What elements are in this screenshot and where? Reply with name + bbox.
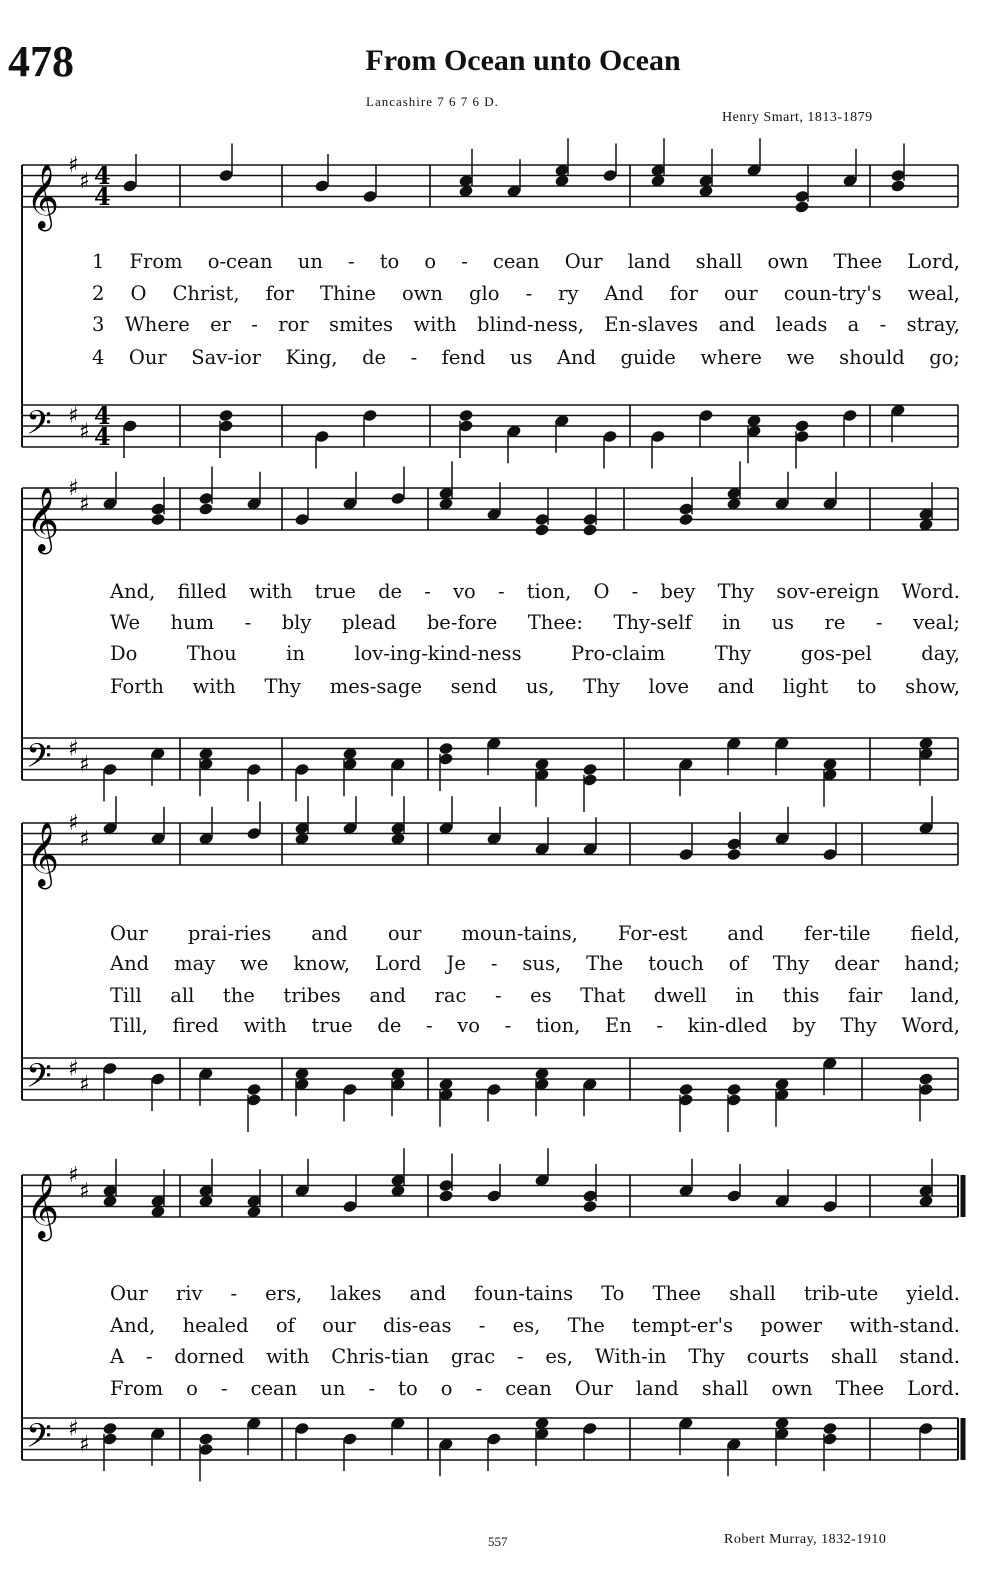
lyric-syllable: - xyxy=(410,346,418,369)
sharp-icon: ♯ xyxy=(68,1056,79,1082)
lyric-syllable: Thee xyxy=(652,1282,702,1305)
lyric-syllable: Thy xyxy=(717,580,755,603)
lyric-syllable: Till, xyxy=(110,1014,148,1037)
lyric-syllable: O xyxy=(130,282,147,305)
lyric-syllable: land xyxy=(627,250,671,273)
lyric-syllable: foun-tains xyxy=(474,1282,574,1305)
lyric-syllable: And, xyxy=(110,580,156,603)
lyric-syllable: The xyxy=(567,1314,605,1337)
lyric-syllable: un xyxy=(320,1377,346,1400)
lyric-syllable: us xyxy=(771,611,795,634)
lyric-syllable: and xyxy=(409,1282,447,1305)
lyric-syllable: dorned xyxy=(174,1345,245,1368)
lyric-syllable: - xyxy=(656,1014,663,1037)
lyric-syllable: Lord. xyxy=(907,1377,960,1400)
lyric-syllable: - xyxy=(244,611,252,634)
lyric-syllable: We xyxy=(110,611,140,634)
lyric-line xyxy=(0,346,1006,376)
note-head xyxy=(822,1422,838,1436)
lyric-syllable: and xyxy=(727,922,765,945)
lyric-syllable: and xyxy=(718,313,756,336)
lyric-syllable: de xyxy=(378,580,403,603)
lyric-syllable: Thy xyxy=(264,675,302,698)
lyric-syllable: with xyxy=(413,313,457,336)
treble-clef-icon: 𝄞 xyxy=(26,164,60,229)
lyric-syllable: own xyxy=(767,250,809,273)
lyric-syllable: Our xyxy=(110,1282,148,1305)
lyric-syllable: in xyxy=(735,984,755,1007)
lyric-syllable: day, xyxy=(921,642,960,665)
lyric-syllable: gos-pel xyxy=(800,642,872,665)
lyric-syllable: and xyxy=(717,675,755,698)
lyric-syllable: - xyxy=(879,313,887,336)
lyric-syllable: Thy xyxy=(772,952,810,975)
lyric-syllable: - xyxy=(504,1014,512,1037)
lyric-syllable: may xyxy=(174,952,216,975)
lyric-syllable: - xyxy=(251,313,258,336)
lyric-syllable: filled xyxy=(177,580,227,603)
lyric-syllable: er xyxy=(210,313,231,336)
lyric-syllable: And xyxy=(604,282,644,305)
note-head xyxy=(534,523,550,537)
lyric-syllable: leads xyxy=(775,313,828,336)
lyric-syllable: in xyxy=(722,611,741,634)
lyric-syllable: glo xyxy=(468,282,500,305)
lyric-syllable: Thy-self xyxy=(613,611,692,634)
sharp-icon: ♯ xyxy=(68,1163,79,1188)
lyric-line xyxy=(0,952,1006,982)
hymn-title: From Ocean unto Ocean xyxy=(365,44,681,77)
lyric-syllable: o-cean xyxy=(207,250,273,273)
lyric-syllable: Our xyxy=(128,346,167,369)
lyric-syllable: shall xyxy=(701,1377,749,1400)
note-head xyxy=(918,1072,934,1086)
lyric-syllable: Sav-ior xyxy=(191,346,262,369)
verse-number: 3 xyxy=(92,313,105,336)
sharp-icon: ♯ xyxy=(68,153,79,178)
note-head xyxy=(218,409,234,423)
lyric-syllable: ers, xyxy=(265,1282,303,1305)
verse-number: 1 xyxy=(92,250,105,273)
lyric-syllable: - xyxy=(494,984,502,1007)
lyric-syllable: - xyxy=(478,1314,486,1337)
lyric-syllable: Thee: xyxy=(527,611,583,634)
lyric-syllable: Our xyxy=(110,922,148,945)
time-signature-digit: 4 xyxy=(94,400,111,430)
lyric-syllable: Word, xyxy=(901,1014,960,1037)
lyric-syllable: our xyxy=(322,1314,356,1337)
lyric-syllable: rac xyxy=(434,984,467,1007)
tune-name: Lancashire 7 6 7 6 D. xyxy=(366,94,499,109)
note-head xyxy=(198,502,214,516)
lyric-syllable: true xyxy=(314,580,356,603)
note-head xyxy=(198,1432,214,1446)
lyric-syllable: Chris-tian xyxy=(331,1345,430,1368)
lyric-syllable: to xyxy=(856,675,877,698)
time-signature-digit: 4 xyxy=(94,181,111,211)
time-signature-digit: 4 xyxy=(94,421,111,451)
sharp-icon: ♯ xyxy=(68,403,79,429)
treble-clef-icon: 𝄞 xyxy=(26,822,60,887)
lyric-syllable: From xyxy=(129,250,183,273)
lyric-syllable: in xyxy=(286,642,305,665)
lyric-syllable: a xyxy=(847,313,860,336)
note-head xyxy=(726,848,742,862)
lyric-syllable: for xyxy=(669,282,698,305)
sharp-icon: ♯ xyxy=(68,736,79,762)
lyric-syllable: smites xyxy=(328,313,394,336)
note-head xyxy=(794,419,810,433)
lyric-syllable: with xyxy=(192,675,236,698)
note-head xyxy=(582,523,598,537)
lyric-syllable: send xyxy=(450,675,498,698)
lyric-syllable: for xyxy=(265,282,294,305)
verse-number: 4 xyxy=(92,346,105,369)
sharp-icon: ♯ xyxy=(68,1416,79,1442)
lyric-syllable: es, xyxy=(545,1345,574,1368)
lyric-syllable: Thee xyxy=(833,250,883,273)
lyric-syllable: o xyxy=(440,1377,453,1400)
lyric-line xyxy=(0,922,1006,952)
lyric-syllable: With-in xyxy=(594,1345,667,1368)
lyric-syllable: moun-tains, xyxy=(461,922,578,945)
lyric-syllable: - xyxy=(425,1014,433,1037)
lyric-syllable: tribes xyxy=(283,984,341,1007)
lyric-syllable: o xyxy=(424,250,437,273)
lyric-syllable: grac xyxy=(450,1345,496,1368)
lyric-syllable: Our xyxy=(564,250,603,273)
lyric-syllable: Thou xyxy=(186,642,237,665)
lyric-syllable: we xyxy=(786,346,815,369)
lyric-syllable: with xyxy=(243,1014,287,1037)
lyric-line xyxy=(0,580,1006,610)
note-head xyxy=(246,1083,262,1097)
lyric-syllable: - xyxy=(525,282,533,305)
lyric-syllable: love xyxy=(648,675,689,698)
lyric-line xyxy=(0,642,1006,672)
lyric-syllable: ror xyxy=(278,313,309,336)
lyric-syllable: know, xyxy=(293,952,351,975)
note-head xyxy=(726,1083,742,1097)
lyric-syllable: guide xyxy=(620,346,676,369)
lyric-syllable: own xyxy=(401,282,443,305)
lyric-syllable: cean xyxy=(492,250,540,273)
verse-number: 2 xyxy=(92,282,105,305)
lyric-line xyxy=(0,1345,1006,1375)
note-head xyxy=(678,1083,694,1097)
lyric-syllable: - xyxy=(490,952,498,975)
lyric-syllable: courts xyxy=(746,1345,810,1368)
lyric-syllable: stand. xyxy=(899,1345,960,1368)
lyric-syllable: That xyxy=(580,984,626,1007)
lyric-syllable: hand; xyxy=(904,952,960,975)
lyric-syllable: to xyxy=(379,250,400,273)
lyric-syllable: healed xyxy=(182,1314,249,1337)
lyric-syllable: Christ, xyxy=(172,282,240,305)
lyric-line xyxy=(0,313,1006,343)
lyric-line xyxy=(0,282,1006,312)
lyric-syllable: true xyxy=(311,1014,353,1037)
lyric-syllable: with xyxy=(249,580,293,603)
lyric-syllable: be-fore xyxy=(426,611,498,634)
lyric-syllable: blind-ness, xyxy=(477,313,584,336)
lyric-syllable: Lord xyxy=(375,952,422,975)
sharp-icon: ♯ xyxy=(79,826,90,852)
sharp-icon: ♯ xyxy=(79,168,90,194)
lyric-syllable: fend xyxy=(441,346,486,369)
lyric-syllable: sov-ereign xyxy=(776,580,880,603)
lyric-line xyxy=(0,675,1006,705)
note-head xyxy=(102,1422,118,1436)
lyric-syllable: Lord, xyxy=(907,250,960,273)
lyric-syllable: Thy xyxy=(583,675,620,698)
lyric-syllable: Forth xyxy=(110,675,164,698)
lyric-syllable: with xyxy=(266,1345,310,1368)
lyric-syllable: Je xyxy=(446,952,466,975)
lyric-syllable: Thee xyxy=(835,1377,885,1400)
lyric-syllable: For-est xyxy=(617,922,688,945)
lyric-syllable: trib-ute xyxy=(803,1282,879,1305)
lyric-syllable: lakes xyxy=(330,1282,382,1305)
lyric-syllable: Pro-claim xyxy=(571,642,666,665)
lyric-syllable: A xyxy=(110,1345,125,1368)
bass-clef-icon: 𝄢 xyxy=(26,1057,52,1104)
lyric-syllable: re xyxy=(824,611,846,634)
lyric-syllable: power xyxy=(760,1314,823,1337)
lyric-syllable: should xyxy=(839,346,905,369)
lyric-syllable: Do xyxy=(110,642,138,665)
lyric-syllable: Our xyxy=(574,1377,613,1400)
lyric-syllable: this xyxy=(782,984,820,1007)
lyric-syllable: fired xyxy=(172,1014,219,1037)
lyric-syllable: yield. xyxy=(906,1282,960,1305)
lyric-syllable: O xyxy=(593,580,610,603)
lyric-syllable: o xyxy=(186,1377,198,1400)
note-head xyxy=(438,1189,454,1203)
lyric-syllable: From xyxy=(110,1377,164,1400)
lyric-syllable: riv xyxy=(175,1282,203,1305)
lyric-syllable: our xyxy=(387,922,422,945)
sharp-icon: ♯ xyxy=(68,811,79,836)
lyric-syllable: kin-dled xyxy=(687,1014,768,1037)
lyric-syllable: and xyxy=(369,984,406,1007)
lyric-syllable: - xyxy=(516,1345,524,1368)
sharp-icon: ♯ xyxy=(79,752,90,778)
lyric-syllable: - xyxy=(875,611,883,634)
lyric-syllable: prai-ries xyxy=(187,922,272,945)
lyric-syllable: - xyxy=(475,1377,483,1400)
lyric-syllable: touch xyxy=(648,952,704,975)
lyric-line xyxy=(0,611,1006,641)
sharp-icon: ♯ xyxy=(79,491,90,517)
lyric-syllable: King, xyxy=(285,346,338,369)
lyric-syllable: bly xyxy=(281,611,312,634)
lyric-syllable: tion, xyxy=(535,1014,581,1037)
lyric-syllable: all xyxy=(170,984,195,1007)
lyric-syllable: es xyxy=(530,984,552,1007)
lyric-syllable: dwell xyxy=(653,984,707,1007)
lyric-syllable: mes-sage xyxy=(329,675,422,698)
lyric-syllable: - xyxy=(145,1345,153,1368)
page-number: 557 xyxy=(488,1534,508,1549)
note-head xyxy=(890,179,906,193)
lyric-syllable: Word. xyxy=(901,580,960,603)
lyric-line xyxy=(0,984,1006,1014)
lyric-line xyxy=(0,1314,1006,1344)
time-signature-digit: 4 xyxy=(94,160,111,190)
author-credit: Robert Murray, 1832-1910 xyxy=(724,1532,887,1547)
lyric-syllable: land, xyxy=(910,984,960,1007)
lyric-syllable: lov-ing-kind-ness xyxy=(354,642,522,665)
lyric-syllable: shall xyxy=(695,250,743,273)
lyric-syllable: own xyxy=(771,1377,813,1400)
note-head xyxy=(582,763,598,777)
lyric-syllable: show, xyxy=(905,675,960,698)
lyric-syllable: shall xyxy=(729,1282,776,1305)
lyric-syllable: Thy xyxy=(840,1014,877,1037)
lyric-syllable: dear xyxy=(834,952,880,975)
lyric-syllable: go; xyxy=(929,346,960,369)
lyric-syllable: of xyxy=(275,1314,295,1337)
note-head xyxy=(458,409,474,423)
lyric-syllable: tempt-er's xyxy=(632,1314,734,1337)
lyric-syllable: of xyxy=(728,952,748,975)
lyric-syllable: and xyxy=(311,922,348,945)
lyric-syllable: vo xyxy=(457,1014,480,1037)
lyric-syllable: And, xyxy=(110,1314,156,1337)
treble-clef-icon: 𝄞 xyxy=(26,487,60,552)
lyric-syllable: with-stand. xyxy=(849,1314,960,1337)
lyric-line xyxy=(0,1377,1006,1407)
lyric-syllable: sus, xyxy=(522,952,562,975)
lyric-syllable: plead xyxy=(341,611,397,634)
lyric-syllable: light xyxy=(782,675,829,698)
lyric-syllable: And xyxy=(110,952,150,975)
lyric-syllable: bey xyxy=(660,580,696,603)
lyric-syllable: The xyxy=(586,952,624,975)
lyric-syllable: - xyxy=(348,250,355,273)
sharp-icon: ♯ xyxy=(68,476,79,501)
lyric-syllable: En-slaves xyxy=(604,313,699,336)
lyric-line xyxy=(0,1282,1006,1312)
lyric-syllable: cean xyxy=(250,1377,298,1400)
lyric-syllable: shall xyxy=(830,1345,878,1368)
hymn-number: 478 xyxy=(8,37,74,86)
lyric-syllable: we xyxy=(240,952,269,975)
note-head xyxy=(150,513,166,527)
bass-clef-icon: 𝄢 xyxy=(26,1417,52,1464)
lyric-syllable: de xyxy=(377,1014,402,1037)
lyric-syllable: - xyxy=(497,580,505,603)
lyric-syllable: stray, xyxy=(906,313,960,336)
lyric-syllable: - xyxy=(424,580,431,603)
lyric-syllable: - xyxy=(368,1377,376,1400)
bass-clef-icon: 𝄢 xyxy=(26,404,52,451)
lyric-syllable: Where xyxy=(124,313,190,336)
lyric-syllable: En xyxy=(605,1014,632,1037)
lyric-syllable: the xyxy=(222,984,255,1007)
lyric-syllable: by xyxy=(792,1014,816,1037)
lyric-syllable: - xyxy=(631,580,639,603)
lyric-syllable: de xyxy=(362,346,387,369)
lyric-syllable: And xyxy=(556,346,597,369)
lyric-syllable: our xyxy=(724,282,758,305)
lyric-syllable: dis-eas xyxy=(382,1314,452,1337)
lyric-syllable: weal, xyxy=(907,282,960,305)
lyric-syllable: Till xyxy=(110,984,142,1007)
lyric-syllable: land xyxy=(635,1377,679,1400)
lyric-syllable: vo xyxy=(453,580,476,603)
lyric-syllable: To xyxy=(601,1282,625,1305)
composer-credit: Henry Smart, 1813-1879 xyxy=(722,110,873,125)
lyric-line xyxy=(0,1014,1006,1044)
note-head xyxy=(678,513,694,527)
lyric-syllable: Thy xyxy=(714,642,752,665)
lyric-syllable: field, xyxy=(910,922,960,945)
lyric-syllable: fair xyxy=(847,984,883,1007)
lyric-syllable: us xyxy=(509,346,533,369)
lyric-syllable: us, xyxy=(525,675,555,698)
lyric-syllable: - xyxy=(230,1282,238,1305)
sharp-icon: ♯ xyxy=(79,419,90,445)
sharp-icon: ♯ xyxy=(79,1178,90,1204)
lyric-syllable: where xyxy=(700,346,762,369)
lyric-syllable: hum xyxy=(170,611,215,634)
lyric-syllable: - xyxy=(220,1377,228,1400)
lyric-syllable: es, xyxy=(512,1314,541,1337)
lyric-syllable: veal; xyxy=(913,611,960,634)
note-head xyxy=(794,200,810,214)
lyric-syllable: fer-tile xyxy=(804,922,871,945)
lyric-line xyxy=(0,250,1006,280)
note-head xyxy=(582,1200,598,1214)
lyric-syllable: un xyxy=(297,250,323,273)
lyric-syllable: cean xyxy=(505,1377,552,1400)
treble-clef-icon: 𝄞 xyxy=(26,1174,60,1239)
lyric-syllable: ry xyxy=(558,282,579,305)
sharp-icon: ♯ xyxy=(79,1072,90,1098)
lyric-syllable: - xyxy=(461,250,468,273)
lyric-syllable: Thine xyxy=(319,282,376,305)
lyric-syllable: Thy xyxy=(688,1345,725,1368)
lyric-syllable: tion, xyxy=(526,580,572,603)
sharp-icon: ♯ xyxy=(79,1432,90,1458)
lyric-syllable: coun-try's xyxy=(783,282,882,305)
note-head xyxy=(438,742,454,756)
bass-clef-icon: 𝄢 xyxy=(26,737,52,784)
lyric-syllable: to xyxy=(398,1377,418,1400)
